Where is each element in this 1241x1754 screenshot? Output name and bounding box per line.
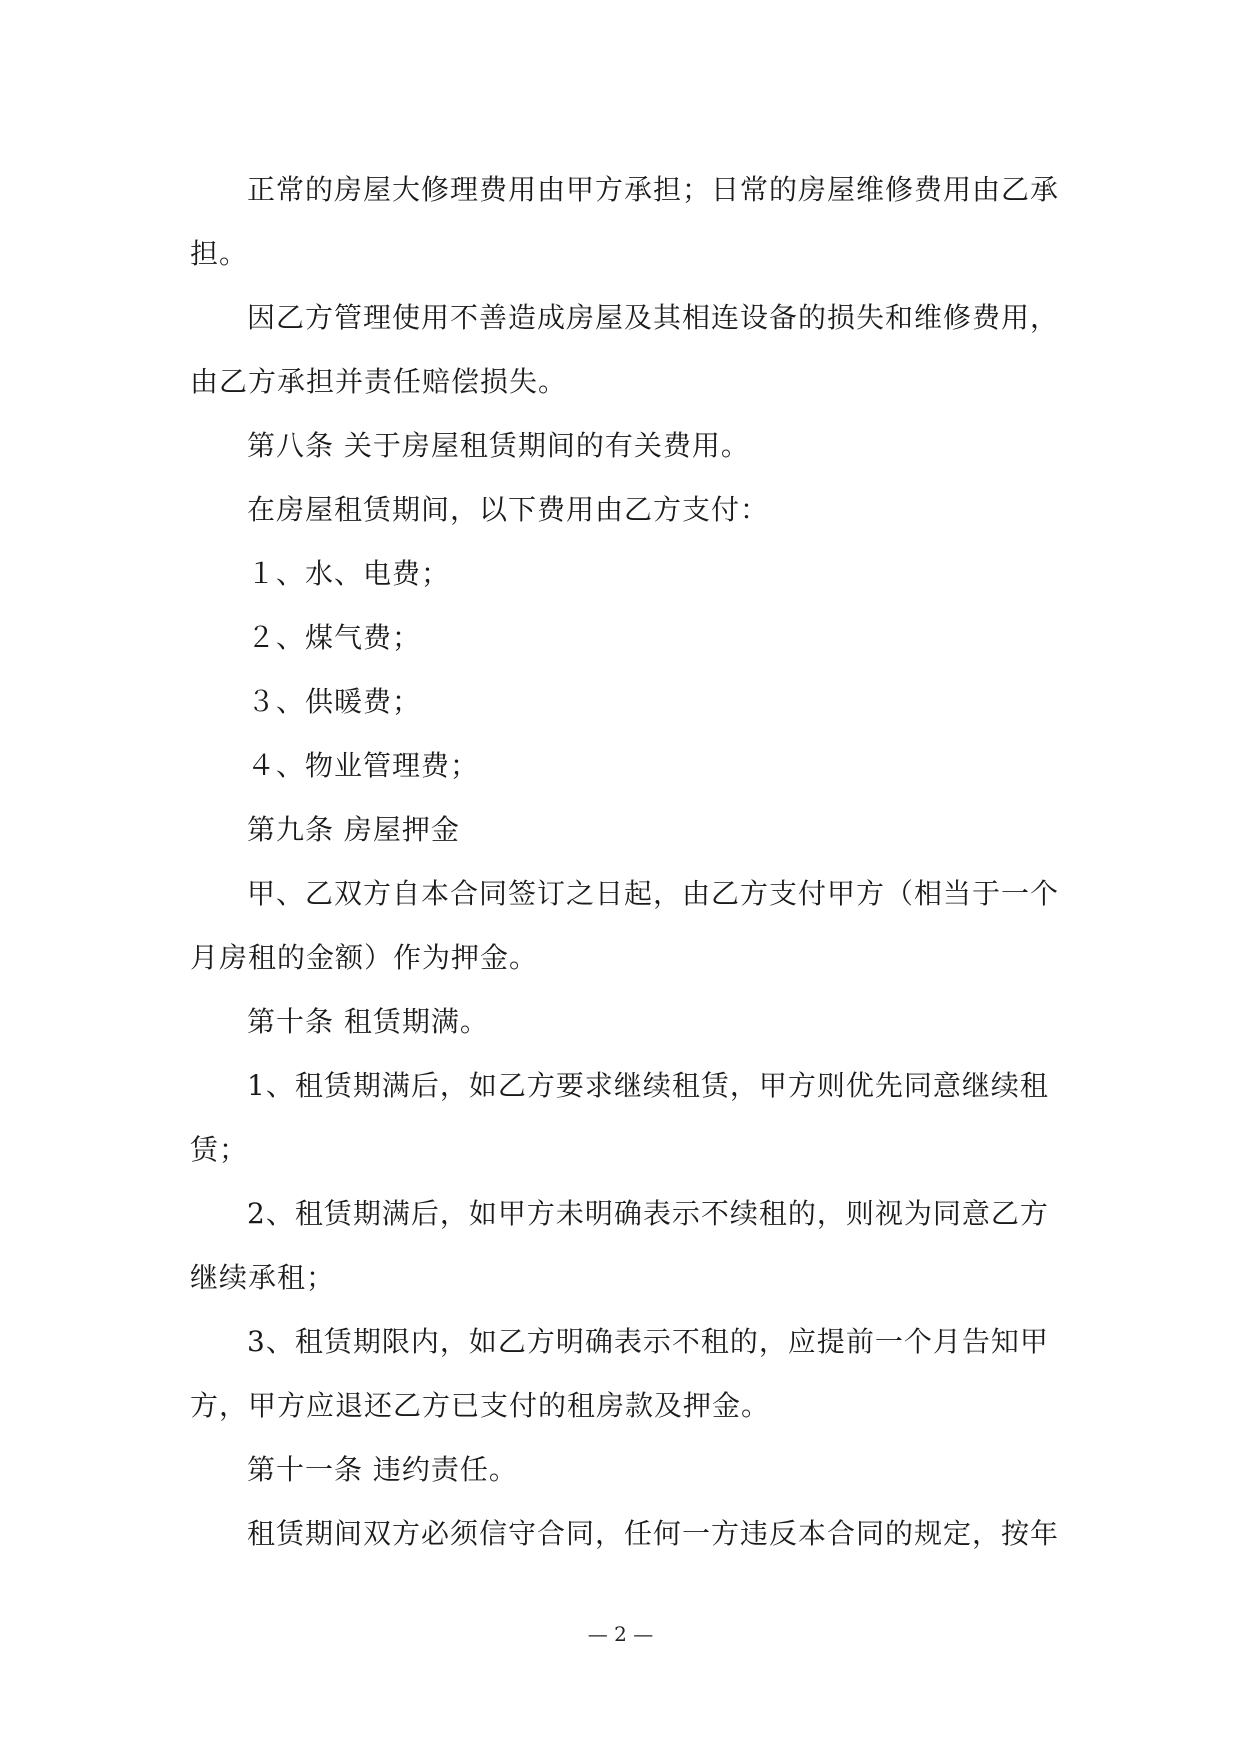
paragraph-repair-costs: 正常的房屋大修理费用由甲方承担；日常的房屋维修费用由乙承担。	[190, 173, 1060, 270]
document-body	[190, 158, 1060, 1566]
fee-item-property-management: ４、物业管理费；	[247, 749, 480, 782]
page-number: — 2 —	[587, 1622, 654, 1646]
article-11-heading: 第十一条 违约责任。	[247, 1453, 518, 1486]
paragraph-damage-liability: 因乙方管理使用不善造成房屋及其相连设备的损失和维修费用，由乙方承担并责任赔偿损失。	[190, 301, 1060, 398]
fee-item-heating: ３、供暖费；	[247, 685, 422, 718]
paragraph-renewal-1: 1、租赁期满后，如乙方要求继续租赁，甲方则优先同意继续租赁；	[190, 1069, 1049, 1166]
paragraph-fees-intro: 在房屋租赁期间，以下费用由乙方支付：	[247, 493, 770, 526]
fee-item-gas: ２、煤气费；	[247, 621, 422, 654]
paragraph-renewal-3: 3、租赁期限内，如乙方明确表示不租的，应提前一个月告知甲方，甲方应退还乙方已支付的租房款及押金。	[190, 1325, 1049, 1422]
fee-item-utilities: １、水、电费；	[247, 557, 451, 590]
article-10-heading: 第十条 租赁期满。	[247, 1005, 489, 1038]
article-9-heading: 第九条 房屋押金	[247, 813, 460, 846]
paragraph-deposit: 甲、乙双方自本合同签订之日起，由乙方支付甲方（相当于一个月房租的金额）作为押金。	[190, 877, 1060, 974]
article-8-heading: 第八条 关于房屋租赁期间的有关费用。	[247, 429, 750, 462]
paragraph-breach: 租赁期间双方必须信守合同，任何一方违反本合同的规定，按年	[247, 1517, 1060, 1550]
paragraph-renewal-2: 2、租赁期满后，如甲方未明确表示不续租的，则视为同意乙方继续承租；	[190, 1197, 1049, 1294]
